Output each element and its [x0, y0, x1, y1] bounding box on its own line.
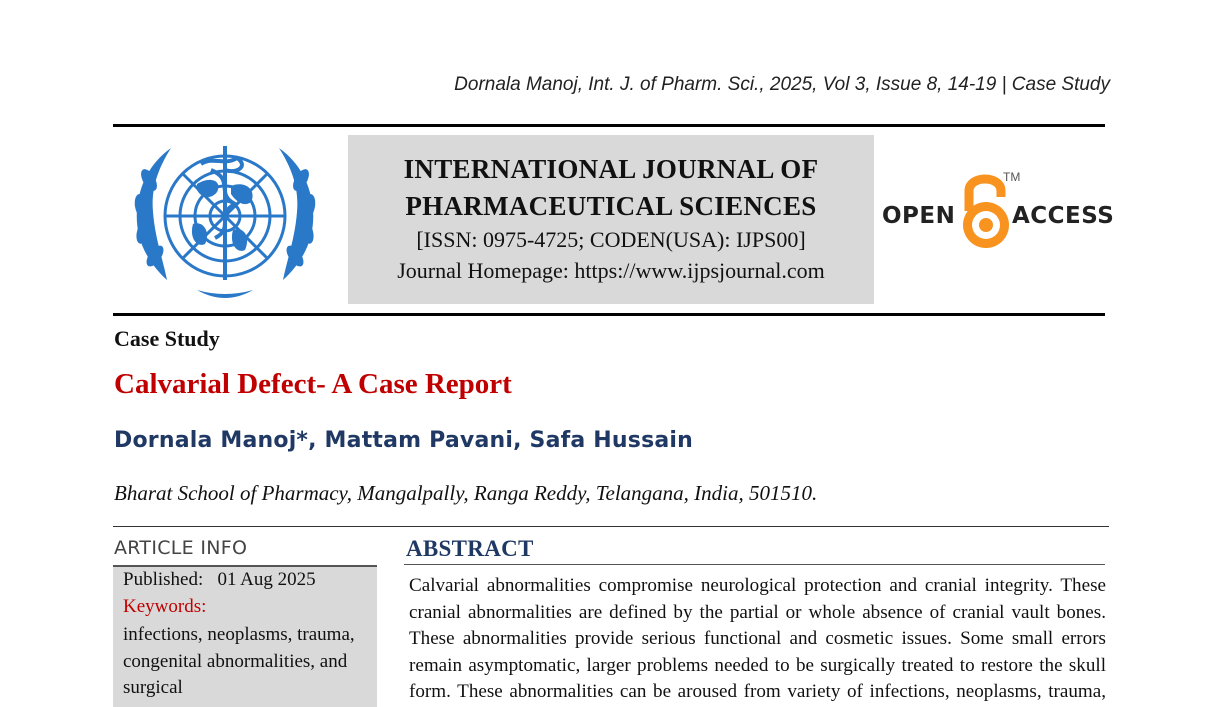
journal-name-line1: INTERNATIONAL JOURNAL OF — [403, 154, 819, 184]
article-type: Case Study — [114, 326, 220, 351]
article-info-box — [113, 567, 377, 707]
journal-name-line2: PHARMACEUTICAL SCIENCES — [405, 191, 817, 221]
open-access-access-text: ACCESS — [1012, 203, 1115, 229]
journal-issn: [ISSN: 0975-4725; CODEN(USA): IJPS00] — [416, 227, 806, 252]
header-rule-top — [113, 124, 1105, 127]
running-head: Dornala Manoj, Int. J. of Pharm. Sci., 2025, Vol 3, Issue 8, 14-19 | Case Study — [454, 74, 1110, 95]
section-divider — [113, 526, 1109, 527]
article-authors: Dornala Manoj*, Mattam Pavani, Safa Hussain — [114, 428, 694, 453]
published-label: Published: — [123, 569, 204, 590]
abstract-heading: ABSTRACT — [406, 536, 534, 561]
abstract-rule — [404, 564, 1105, 565]
un-emblem-logo — [127, 140, 323, 306]
published-date: 01 Aug 2025 — [217, 569, 316, 590]
open-access-open-text: OPEN — [882, 203, 956, 229]
keywords-list: infections, neoplasms, trauma, congenital abnormalities, and surgical — [123, 624, 355, 698]
abstract-text: Calvarial abnormalities compromise neurological protection and cranial integrity. These cranial abnormalities are defined by the partial or whole absence of cranial vault bones. These abnormalities provide serious functional and cosmetic issues. Some small errors remain asymptomatic, larger problems needed to be surgically treated to restore the skull form. These abnormalities can be aroused from variety of infections, neoplasms, trauma, — [409, 575, 1106, 702]
header-rule-bottom — [113, 313, 1105, 316]
journal-masthead — [348, 135, 874, 304]
open-access-trademark: TM — [1003, 170, 1021, 184]
keywords-label: Keywords: — [123, 596, 207, 617]
article-affiliation: Bharat School of Pharmacy, Mangalpally, Ranga Reddy, Telangana, India, 501510. — [114, 481, 818, 505]
open-access-logo — [880, 165, 1115, 255]
article-title: Calvarial Defect- A Case Report — [114, 368, 512, 400]
journal-homepage[interactable]: Journal Homepage: https://www.ijpsjournal.com — [397, 258, 825, 283]
published-line — [123, 569, 316, 591]
article-info-heading: ARTICLE INFO — [114, 537, 248, 559]
